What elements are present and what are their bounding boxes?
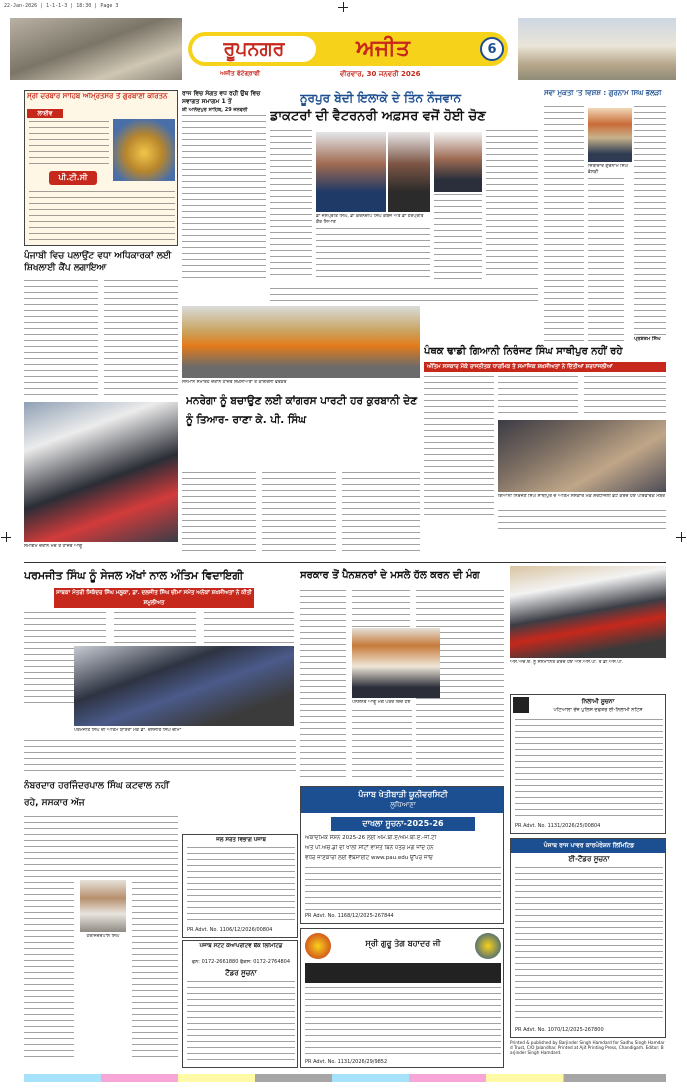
registration-mark-top [338,2,348,12]
story-panth-subhead: ਅੰਤਿਮ ਸਸਕਾਰ ਮੌਕੇ ਰਾਜਨੀਤਕ ਧਾਰਮਿਕ ਤੇ ਸਮਾਜਿਕ ਸ਼ਖ਼ਸੀਅਤਾਂ ਨੇ ਦਿੱਤੀਆਂ ਸ਼ਰਧਾਂਜਲੀਆਂ [424,362,666,372]
ad-pau-header [301,787,504,813]
right-story-col1 [544,106,584,342]
story-panth-col3 [584,376,666,416]
story-panth [424,344,666,534]
award-caption: ਐਸ.ਐਚ.ਓ. ਨੂੰ ਸਨਮਾਨਿਤ ਕਰਦੇ ਹੋਏ ਐਸ.ਐਸ.ਪੀ. ਤੇ ਡੀ.ਐਸ.ਪੀ. [510,660,624,665]
ad-sgpc-body [305,987,501,1057]
print-slug: 22-Jan-2026 | 1-1-1-3 | 18:30 | Page 3 [4,3,119,9]
story-panth-headline: ਪੰਥਕ ਢਾਡੀ ਗਿਆਨੀ ਨਿਰੰਜਣ ਸਿੰਘ ਸਾਥੀਪੁਰ ਨਹੀਂ ਰਹੇ [424,346,623,357]
imprint: Printed & published by Barjinder Singh Hamdard for Sadhu Singh Hamdard Trust, C/O Jalandhar. Printed at Ajit Printing Press, Chandigarh. Editor: Barjinder Singh Hamdard. [510,1040,665,1056]
congress-event-caption: ਸਮਾਗਮ ਦੌਰਾਨ ਮੰਚ ਤੇ ਹਾਜ਼ਰ ਆਗੂ [24,544,83,549]
paramjit-headline: ਪਰਮਜੀਤ ਸਿੰਘ ਨੂੰ ਸੇਜਲ ਅੱਖਾਂ ਨਾਲ ਅੰਤਿਮ ਵਿਦਾਇਗੀ [24,569,244,582]
story-harjinder [24,778,178,1068]
right-story-caption: ਜਿੱਤੀਦਾਰ ਗੁਰਨਾਮ ਸਿੰਘ ਭੱਲੜੀ [588,164,629,175]
ad-cooperative-phone: ਫੋਨ: 0172-2661880 ਫੈਕਸ: 0172-2764804 [191,959,291,965]
story-small [182,90,266,285]
ad-pau-subtitle: ਲੁਧਿਆਣਾ [390,801,416,809]
story-panth-tail [498,510,666,532]
pension-caption: ਪੈਨਸ਼ਨਰ ਆਗੂ ਮੰਗ ਪੱਤਰ ਦਿੰਦੇ ਹੋਏ [352,700,411,705]
pension-col2 [352,590,410,628]
lead-body-col1 [270,130,312,280]
golden-temple-photo [113,119,175,181]
pension-col2b [352,710,412,780]
story-panth-photo [498,420,666,492]
right-story-photo [588,108,632,162]
paramjit-photo [74,646,294,726]
ad-sgpc-banner [305,963,501,983]
ad-sgpc [300,928,504,1068]
lead-caption: ਡਾ ਜਸਪ੍ਰੀਤ ਸਿੰਘ, ਡਾ ਕਰਨਦੀਪ ਸਿੰਘ ਕੰਬੋਜ ਅਤੇ ਡਾ ਹਰਪ੍ਰੀਤ ਕੌਰ ਸਿਆਣ [316,214,424,225]
story-punjabi-col1 [24,280,98,400]
ad-notice-title: ਨਿਲਾਮੀ ਸੂਚਨਾ [581,698,615,705]
page-number: 6 [480,37,504,61]
story-punjabi-col2 [104,280,178,400]
ad-sgpc-code: PR Advt. No. 1131/2026/29/9852 [305,1059,388,1065]
ad-pau-title: ਪੰਜਾਬ ਖੇਤੀਬਾੜੀ ਯੂਨੀਵਰਸਿਟੀ [358,790,448,799]
lead-story [270,90,538,286]
story-small-body [182,115,266,283]
masthead-subtitle: ਅਜੀਤ ਫੋਟੋਗ੍ਰਾਫੀ [220,70,260,77]
harjinder-photo [80,880,126,932]
right-story-col3 [634,106,666,336]
ad-notice-logo [513,697,529,713]
pension-col1 [300,590,346,780]
congress-event-photo [24,402,178,542]
ad-pau-line-2: ਅਤੇ ਪੀ.ਐਚ.ਡੀ ਦੀ ਖਾਲੀ ਸੀਟਾਂ ਵਾਸਤੇ ਬਿਨੈ ਪੱਤਰ ਮੰਗੇ ਜਾਂਦੇ ਹਨ [305,845,434,851]
ad-pau [300,786,504,924]
ad-gurbani-schedule [29,191,175,243]
ad-notice [510,694,666,834]
award-block [510,566,666,690]
ad-power-notice: ਈ-ਟੈਂਡਰ ਸੂਚਨਾ [568,855,610,863]
harjinder-headline: ਨੰਬਰਦਾਰ ਹਰਜਿੰਦਰਪਾਲ ਸਿੰਘ ਕਟਵਾਲ ਨਹੀਂ ਰਹੇ, ਸਸਕਾਰ ਅੱਜ [24,781,169,808]
ad-gurbani-live [24,90,178,246]
ad-pau-line-1: ਅਕਾਦਮਿਕ ਸੈਸ਼ਨ 2025-26 ਲਈ ਐਮ.ਬੀ.ਏ/ਐਮ.ਬੀ.ਏ.-ਜੀ.ਟੀ [305,835,437,841]
masthead-paper-name: ਅਜੀਤ [356,36,410,61]
ad-notice-body: ਪਟਿਆਲਾ ਰੇਂਜ ਪੁਲਿਸ ਦਫਤਰ ਈ-ਨਿਲਾਮੀ ਨੋਟਿਸ [553,707,643,713]
ad-tender-body [187,847,295,925]
masthead-city: ਰੂਪਨਗਰ [192,36,316,62]
ad-power [510,838,666,1038]
masthead-banner [188,32,508,66]
registration-mark-right [676,532,686,542]
ad-tender [182,834,298,938]
congress-group-photo [182,306,420,378]
colour-calibration-bar [24,1074,666,1082]
story-small-byline: ਸ਼ੀ ਆਨੰਦਪੁਰ ਸਾਹਿਬ, 29 ਜਨਵਰੀ [182,107,248,113]
ad-notice-code: PR Advt. No. 1131/2026/25/00804 [515,823,601,829]
masthead-photo-right [518,18,676,80]
sgpc-emblem [305,933,331,959]
paramjit-caption: ਪਰਮਜੀਤ ਸਿੰਘ ਦੀ ਅੰਤਿਮ ਯਾਤਰਾ ਮੌਕੇ ਡਾ. ਦਲਜੀਤ ਸਿੰਘ ਚੀਮਾ [74,728,182,733]
sgpc-emblem-right [475,933,501,959]
story-punjabi [24,250,178,400]
right-story-byline: ਪ੍ਰਸ਼ੋਤਮ ਸਿੰਘ [634,336,661,342]
lead-body-col2 [316,228,430,280]
section-divider [24,562,666,563]
ad-tender-title: ਜਲ ਸਰੋਤ ਵਿਭਾਗ ਪੰਜਾਬ [216,837,266,843]
lead-body-col4 [486,130,538,280]
award-photo [510,566,666,658]
ad-cooperative-title: ਪੰਜਾਬ ਸਟੇਟ ਕੋਆਪਰੇਟਿਵ ਬੈਂਕ ਲਿਮਿਟਿਡ [199,943,283,949]
lead-photo-1 [316,132,386,212]
pension-photo [352,628,440,698]
ad-gurbani-title: ਸ੍ਰੀ ਦਰਬਾਰ ਸਾਹਿਬ ਅੰਮ੍ਰਿਤਸਰ ਤੋਂ ਗੁਰਬਾਣੀ ਕੀਰਤਨ [27,93,168,100]
harjinder-col3 [132,882,178,1062]
congress-col3 [342,472,420,556]
congress-col2 [262,472,336,556]
congress-text [182,392,420,472]
ad-power-code: PR Advt. No. 1070/12/2025-267800 [515,1027,604,1033]
lead-body-col3 [434,194,482,280]
harjinder-col1 [24,882,74,1062]
ad-notice-text [515,719,663,819]
paramjit-tail [24,740,296,776]
lead-photo-3 [434,132,482,192]
ad-pau-code: PR Advt. No. 1168/12/2025-267844 [305,913,394,919]
story-punjabi-headline: ਪੰਜਾਬੀ ਵਿਚ ਪਲਾਉਂਟ ਵਧਾ ਅਧਿਕਾਰਕਾਂ ਲਈ ਸ਼ਿਖਲਾਈ ਕੈਂਪ ਲਗਾਇਆ [24,251,172,273]
masthead-date: ਵੀਰਵਾਰ, 30 ਜਨਵਰੀ 2026 [340,70,421,78]
registration-mark-left [1,532,11,542]
story-pension [300,566,504,784]
story-small-headline: ਰਾਜ ਵਿਚ ਸੰਗਤ ਵਧ ਰਹੀ ਉਥ ਵਿਚ ਸਵਾਗਤ ਸਮਾਗਮ 1 ਤੋਂ [182,90,261,105]
lead-photo-2 [388,132,430,212]
ad-pau-line-3: ਵਧੇਰੇ ਜਾਣਕਾਰੀ ਲਈ ਵੈੱਬਸਾਈਟ www.pau.edu ਉੱਪਰ ਜਾਓ [305,855,433,861]
ad-pau-body [305,867,501,911]
ad-tender-code: PR Advt. No. 1106/12/2026/00804 [187,927,273,933]
ad-power-title: ਪੰਜਾਬ ਰਾਜ ਪਾਵਰ ਕਾਰਪੋਰੇਸ਼ਨ ਲਿਮਿਟਿਡ [511,839,666,853]
lead-body-tail [270,288,538,302]
congress-col1 [182,472,256,556]
ad-pau-notice: ਦਾਖਲਾ ਸੂਚਨਾ-2025-26 [331,817,475,831]
ad-cooperative-notice: ਟੈਂਡਰ ਸੂਚਨਾ [225,969,257,977]
right-story [544,90,666,344]
masthead [10,14,676,84]
masthead-photo-left [10,18,182,80]
paramjit-subhead: ਸਾਬਕਾ ਮੰਤਰੀ ਸਿਕੰਦਰ ਸਿੰਘ ਮਲੂਕਾ, ਡਾ. ਦਲਜੀਤ ਸਿੰਘ ਚੀਮਾ ਸਮੇਤ ਅਨੇਕਾਂ ਸ਼ਖ਼ਸੀਅਤਾਂ ਨੇ ਕੀਤੀ ਸ਼ਮੂਲੀਅਤ [54,588,254,608]
pension-headline: ਸਰਕਾਰ ਤੋਂ ਪੈਨਸ਼ਨਰਾਂ ਦੇ ਮਸਲੇ ਹੱਲ ਕਰਨ ਦੀ ਮੰਗ [300,570,480,581]
ad-cooperative-body [187,981,295,1065]
story-panth-col1 [424,376,494,516]
ad-cooperative [182,940,298,1068]
channel-tag: ਪੀ.ਟੀ.ਸੀ [49,171,97,185]
right-story-col2 [588,178,624,342]
story-panth-caption: ਗਿਆਨੀ ਨਿਰੰਜਣ ਸਿੰਘ ਸਾਥੀਪੁਰ ਦੇ ਅੰਤਿਮ ਸਸਕਾਰ ਮੌਕੇ ਸ਼ਰਧਾਂਜਲੀ ਭੇਟ ਕਰਦੇ ਹੋਏ ਪਰਿਵਾਰਕ ਮੈਂਬਰ [498,494,665,499]
ad-gurbani-text [29,121,109,165]
congress-photo-caption: ਸਨਮਾਨ ਸਮਾਰੋਹ ਦੌਰਾਨ ਹਾਜ਼ਰ ਸ਼ਖ਼ਸੀਅਤਾਂ ਤੇ ਕਾਂਗਰਸੀ ਵਰਕਰ [182,380,287,385]
harjinder-photo-caption: ਹਰਜਿੰਦਰਪਾਲ ਸਿੰਘ [86,934,120,939]
ad-sgpc-title: ਸ੍ਰੀ ਗੁਰੂ ਤੇਗ ਬਹਾਦਰ ਜੀ [365,939,441,948]
lead-kicker: ਨੂਰਪੁਰ ਬੇਦੀ ਇਲਾਕੇ ਦੇ ਤਿੰਨ ਨੌਜਵਾਨ [300,91,461,105]
harjinder-body [24,816,178,878]
right-story-headline: ਸੇਵਾ ਮੁਕਤੀ 'ਤੇ ਵਿਸ਼ੇਸ਼ : ਗੁਰਨਾਮ ਸਿੰਘ ਭੱਲੜੀ [544,90,662,97]
congress-headline: ਮਨਰੇਗਾ ਨੂੰ ਬਚਾਉਣ ਲਈ ਕਾਂਗਰਸ ਪਾਰਟੀ ਹਰ ਕੁਰਬਾਨੀ ਦੇਣ ਨੂੰ ਤਿਆਰ- ਰਾਣਾ ਕੇ. ਪੀ. ਸਿੰਘ [186,395,418,426]
story-panth-col2 [498,376,578,416]
live-badge: ਲਾਈਵ [27,109,63,118]
ad-power-body [515,867,663,1023]
lead-headline: ਡਾਕਟਰਾਂ ਦੀ ਵੈਟਰਨਰੀ ਅਫ਼ਸਰ ਵਜੋਂ ਹੋਈ ਚੋਣ [270,109,486,124]
